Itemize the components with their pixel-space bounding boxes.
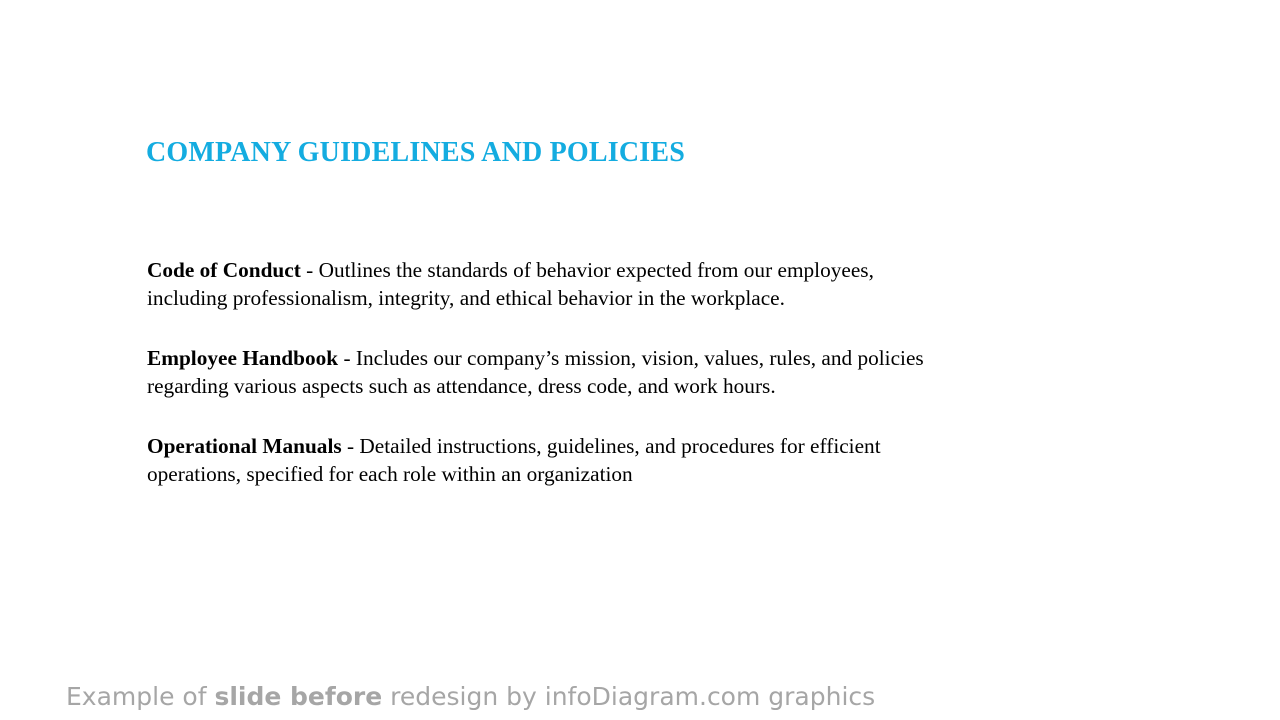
list-item-code-of-conduct [147,256,947,312]
policy-term: Operational Manuals [147,434,342,458]
term-separator: - [300,258,319,282]
policy-description: Includes our company’s mission, vision, values, rules, and policies regarding various aspects such as attendance, dress code, and work hours. [147,346,924,398]
footer-suffix: redesign by infoDiagram.com graphics [382,682,876,711]
list-item-employee-handbook [147,344,947,400]
footer-prefix: Example of [66,682,215,711]
slide-title: COMPANY GUIDELINES AND POLICIES [146,137,686,168]
policy-list [147,256,947,520]
policy-term: Code of Conduct [147,258,301,282]
policy-term: Employee Handbook [147,346,339,370]
policy-description: Detailed instructions, guidelines, and procedures for efficient operations, specified for each role within an organization [147,434,881,486]
policy-description: Outlines the standards of behavior expected from our employees, including professionalism, integrity, and ethical behavior in the workplace. [147,258,874,310]
footer-bold: slide before [214,682,383,711]
list-item-operational-manuals [147,432,947,488]
term-separator: - [341,434,360,458]
term-separator: - [338,346,356,370]
footer-caption [66,680,875,714]
